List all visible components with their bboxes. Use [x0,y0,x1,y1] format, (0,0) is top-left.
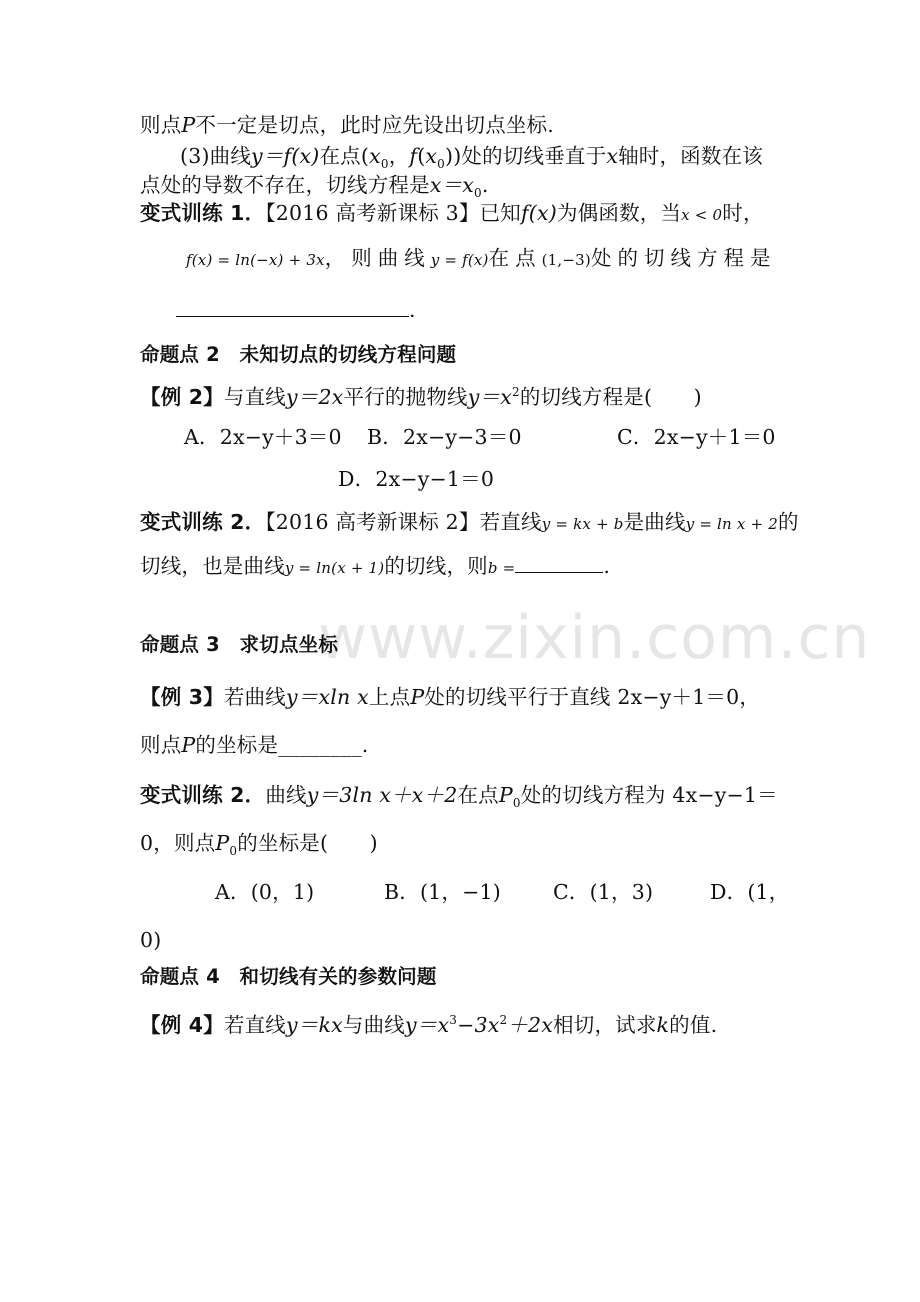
text: ， [388,144,410,168]
text: 处的切线平行于直线 2x−y＋1＝0， [424,685,761,709]
text: 若曲线 [223,685,287,709]
example-2 [140,377,702,412]
text: 在点( [319,144,370,168]
formula: x < 0 [681,206,723,224]
section-title-2: 命题点 2 未知切点的切线方程问题 [140,343,457,366]
formula: y＝kx [286,1012,343,1037]
exercise-3-line-2 [140,828,378,866]
option-c: C．(1，3) [553,880,654,904]
answer-blank [515,550,603,573]
option-a: A．(0，1) [215,880,315,904]
text: 不一定是切点，此时应先设出切点坐标. [195,113,555,137]
variable: P [498,783,513,807]
exercise-1-line-2 [186,243,776,275]
text: 是曲线 [623,510,686,534]
text: 为偶函数，当 [556,201,682,225]
text-line-1 [140,110,554,140]
formula: −3x [457,1012,500,1037]
text: . [481,173,489,197]
text: 与曲线 [342,1012,405,1037]
text: 的 [777,510,799,534]
text: 的切线方程是( ) [519,384,702,409]
formula: y＝f(x) [251,144,320,168]
option-b: B．2x−y−3＝0 [367,425,522,449]
exercise-2 [140,507,799,539]
formula: y＝2x [286,384,344,409]
option-d-continued: 0) [140,928,162,952]
subscript: 0 [437,157,446,172]
text: 的坐标是( ) [237,831,378,855]
option-d: D．2x−y−1＝0 [338,467,495,491]
text: 【2016 高考新课标 2】若直线 [265,510,542,534]
example-tag: 【例 3】 [140,685,224,709]
variable: k [656,1012,670,1037]
text: ( [417,144,426,168]
variable: P [410,685,425,709]
variable: x [369,144,381,168]
example-3 [140,682,760,712]
exercise-3 [140,780,778,818]
text: 0，则点 [140,831,216,855]
answer-blank [176,294,409,317]
subscript: 0 [380,157,389,172]
text: 时， [722,201,764,225]
exercise-2-line-2 [140,550,610,583]
exercise-1-answer [176,294,416,325]
section-title-4: 命题点 4 和切线有关的参数问题 [140,965,437,988]
subscript: 0 [512,796,521,811]
variable: P [215,831,230,855]
text: ))处的切线垂直于 [445,144,607,168]
subscript: 0 [474,186,482,201]
formula: (1,−3) [541,251,591,269]
text: 轴时，函数在该 [618,144,763,168]
subscript: 0 [229,844,238,859]
section-title-3: 命题点 3 求切点坐标 [140,633,339,656]
text: 【2016 高考新课标 3】已知 [265,201,522,225]
text: 点处的导数不存在，切线方程是 [140,173,430,197]
variable: x [606,144,619,168]
formula: f(x) = ln(−x) + 3x [186,251,325,269]
formula: f(x) [521,201,557,225]
exercise-label: 变式训练 2． [140,783,266,807]
variable: x [425,144,438,168]
option-a: A．2x−y＋3＝0 [184,425,342,449]
watermark: www.zixin.com.cn [318,603,871,673]
text: 处的切线方程为 4x−y−1＝ [520,783,778,807]
formula: y＝3ln x＋x＋2 [306,783,458,807]
text: 上点 [368,685,411,709]
text: 在点 [488,246,542,270]
formula: y = f(x) [430,251,489,269]
exercise-label: 变式训练 1． [140,201,266,225]
text: . [603,554,611,578]
text: . [409,298,416,322]
formula: y = ln(x + 1) [284,559,385,577]
variable: P [181,113,196,137]
example-4 [140,1005,717,1040]
exercise-1 [140,198,764,230]
example-tag: 【例 2】 [140,384,224,409]
text: 平行的抛物线 [343,384,468,409]
formula: x＝x [429,173,475,197]
text: 与直线 [223,384,287,409]
text: ，则曲线 [324,246,431,270]
text: (3)曲线 [180,144,252,168]
example-tag: 【例 4】 [140,1012,224,1037]
formula: y = kx + b [541,515,624,533]
text: 则点 [140,113,182,137]
superscript: 2 [499,1013,508,1027]
formula: y = ln x + 2 [685,515,778,533]
option-c: C．2x−y＋1＝0 [617,425,776,449]
example-3-line-2 [140,730,369,760]
text: 的值. [669,1012,718,1037]
option-b: B．(1，−1) [384,880,501,904]
variable: f [409,144,418,168]
superscript: 3 [449,1013,458,1027]
text: 若直线 [223,1012,287,1037]
text: 切线，也是曲线 [140,554,285,578]
text: 处的切线方程是 [590,246,777,270]
formula: b = [487,559,516,577]
text: 的坐标是________. [195,733,369,757]
variable: P [181,733,196,757]
text: 相切，试求 [553,1012,657,1037]
option-d: D．(1， [710,880,790,904]
formula: y＝x [405,1012,450,1037]
text: 则点 [140,733,182,757]
formula: y＝x [467,384,512,409]
superscript: 2 [511,385,520,399]
text: 曲线 [265,783,307,807]
formula: y＝xln x [286,685,369,709]
exercise-label: 变式训练 2． [140,510,266,534]
text: 的切线，则 [384,554,488,578]
formula: ＋2x [507,1012,554,1037]
text: 在点 [457,783,499,807]
